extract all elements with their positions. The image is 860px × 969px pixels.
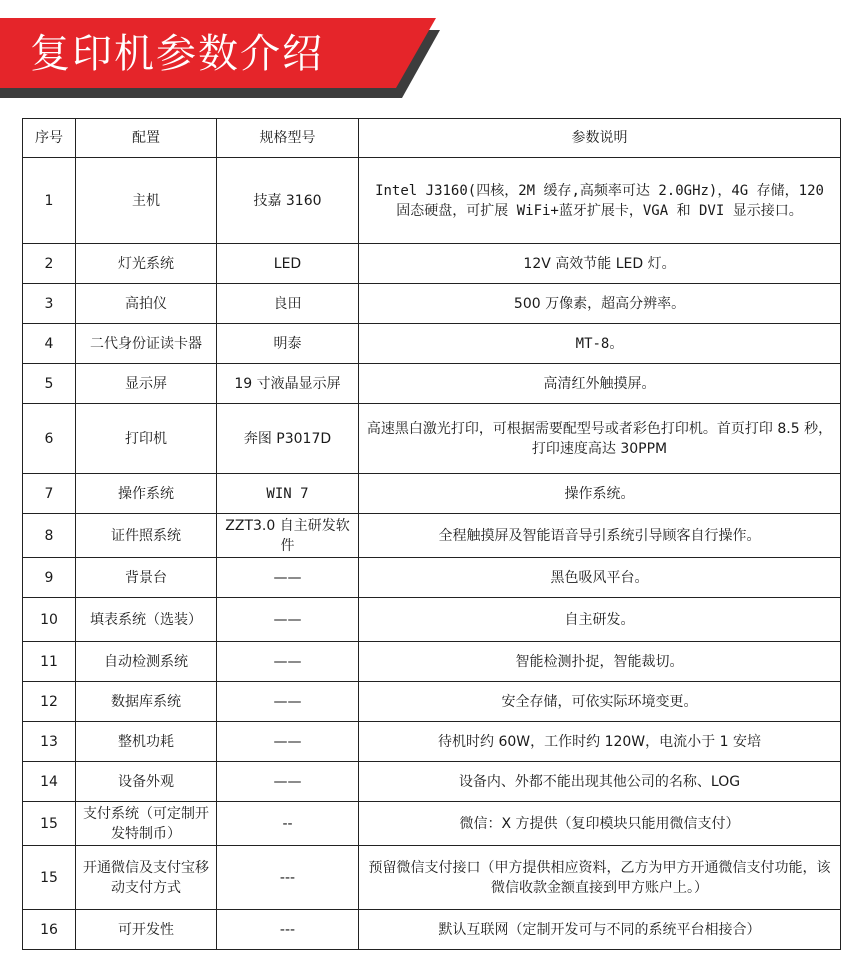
row-item: 背景台 <box>76 558 217 598</box>
row-no: 7 <box>23 474 76 514</box>
header-no: 序号 <box>23 119 76 158</box>
row-no: 9 <box>23 558 76 598</box>
row-item: 可开发性 <box>76 910 217 950</box>
row-model: 奔图 P3017D <box>217 404 359 474</box>
row-item: 主机 <box>76 158 217 244</box>
row-desc: 操作系统。 <box>359 474 841 514</box>
row-model: WIN 7 <box>217 474 359 514</box>
row-no: 1 <box>23 158 76 244</box>
row-no: 10 <box>23 598 76 642</box>
row-desc: 待机时约 60W，工作时约 120W，电流小于 1 安培 <box>359 722 841 762</box>
table-row <box>23 474 841 514</box>
row-no: 3 <box>23 284 76 324</box>
row-desc: 设备内、外都不能出现其他公司的名称、LOG <box>359 762 841 802</box>
table-row <box>23 284 841 324</box>
table-row <box>23 244 841 284</box>
row-model: LED <box>217 244 359 284</box>
table-row <box>23 846 841 910</box>
row-desc: 安全存储，可依实际环境变更。 <box>359 682 841 722</box>
title-banner <box>0 0 860 110</box>
header-desc: 参数说明 <box>359 119 841 158</box>
row-model: 良田 <box>217 284 359 324</box>
row-item: 填表系统（选装） <box>76 598 217 642</box>
header-model: 规格型号 <box>217 119 359 158</box>
table-row <box>23 682 841 722</box>
row-model: --- <box>217 846 359 910</box>
row-model: —— <box>217 682 359 722</box>
row-model: —— <box>217 558 359 598</box>
table-row <box>23 558 841 598</box>
table-header-row <box>23 119 841 158</box>
table-row <box>23 802 841 846</box>
row-no: 2 <box>23 244 76 284</box>
row-item: 开通微信及支付宝移动支付方式 <box>76 846 217 910</box>
row-item: 自动检测系统 <box>76 642 217 682</box>
row-desc: 黑色吸风平台。 <box>359 558 841 598</box>
row-desc: 自主研发。 <box>359 598 841 642</box>
row-item: 显示屏 <box>76 364 217 404</box>
table-row <box>23 642 841 682</box>
row-item: 二代身份证读卡器 <box>76 324 217 364</box>
row-desc: 12V 高效节能 LED 灯。 <box>359 244 841 284</box>
row-item: 证件照系统 <box>76 514 217 558</box>
table-row <box>23 364 841 404</box>
table-row <box>23 598 841 642</box>
row-model: -- <box>217 802 359 846</box>
row-desc: 智能检测扑捉，智能裁切。 <box>359 642 841 682</box>
row-model: —— <box>217 722 359 762</box>
row-desc: MT-8。 <box>359 324 841 364</box>
table-row <box>23 762 841 802</box>
row-item: 数据库系统 <box>76 682 217 722</box>
row-item: 支付系统（可定制开发特制币） <box>76 802 217 846</box>
row-model: --- <box>217 910 359 950</box>
row-no: 15 <box>23 802 76 846</box>
row-no: 8 <box>23 514 76 558</box>
row-desc: 全程触摸屏及智能语音导引系统引导顾客自行操作。 <box>359 514 841 558</box>
row-item: 高拍仪 <box>76 284 217 324</box>
row-model: 明泰 <box>217 324 359 364</box>
row-desc: 默认互联网（定制开发可与不同的系统平台相接合） <box>359 910 841 950</box>
row-item: 灯光系统 <box>76 244 217 284</box>
row-no: 15 <box>23 846 76 910</box>
row-desc: 高清红外触摸屏。 <box>359 364 841 404</box>
row-model: —— <box>217 762 359 802</box>
table-row <box>23 404 841 474</box>
table-row <box>23 514 841 558</box>
row-no: 6 <box>23 404 76 474</box>
table-row <box>23 324 841 364</box>
row-desc: 预留微信支付接口（甲方提供相应资料，乙方为甲方开通微信支付功能，该微信收款金额直接到甲方账户上。） <box>359 846 841 910</box>
row-model: ZZT3.0 自主研发软件 <box>217 514 359 558</box>
table-row <box>23 722 841 762</box>
row-no: 13 <box>23 722 76 762</box>
header-item: 配置 <box>76 119 217 158</box>
row-no: 12 <box>23 682 76 722</box>
page-title: 复印机参数介绍 <box>30 31 324 77</box>
row-desc: 高速黑白激光打印，可根据需要配型号或者彩色打印机。首页打印 8.5 秒，打印速度高达 30PPM <box>359 404 841 474</box>
row-no: 4 <box>23 324 76 364</box>
row-no: 14 <box>23 762 76 802</box>
row-item: 整机功耗 <box>76 722 217 762</box>
table-row <box>23 910 841 950</box>
row-model: 技嘉 3160 <box>217 158 359 244</box>
row-item: 打印机 <box>76 404 217 474</box>
row-item: 设备外观 <box>76 762 217 802</box>
row-desc: Intel J3160(四核，2M 缓存,高频率可达 2.0GHz)，4G 存储，120 固态硬盘，可扩展 WiFi+蓝牙扩展卡，VGA 和 DVI 显示接口。 <box>359 158 841 244</box>
table-row <box>23 158 841 244</box>
row-model: —— <box>217 642 359 682</box>
row-no: 11 <box>23 642 76 682</box>
row-no: 5 <box>23 364 76 404</box>
row-desc: 微信：X 方提供（复印模块只能用微信支付） <box>359 802 841 846</box>
row-desc: 500 万像素，超高分辨率。 <box>359 284 841 324</box>
spec-table <box>22 118 841 950</box>
row-model: —— <box>217 598 359 642</box>
row-model: 19 寸液晶显示屏 <box>217 364 359 404</box>
row-item: 操作系统 <box>76 474 217 514</box>
row-no: 16 <box>23 910 76 950</box>
